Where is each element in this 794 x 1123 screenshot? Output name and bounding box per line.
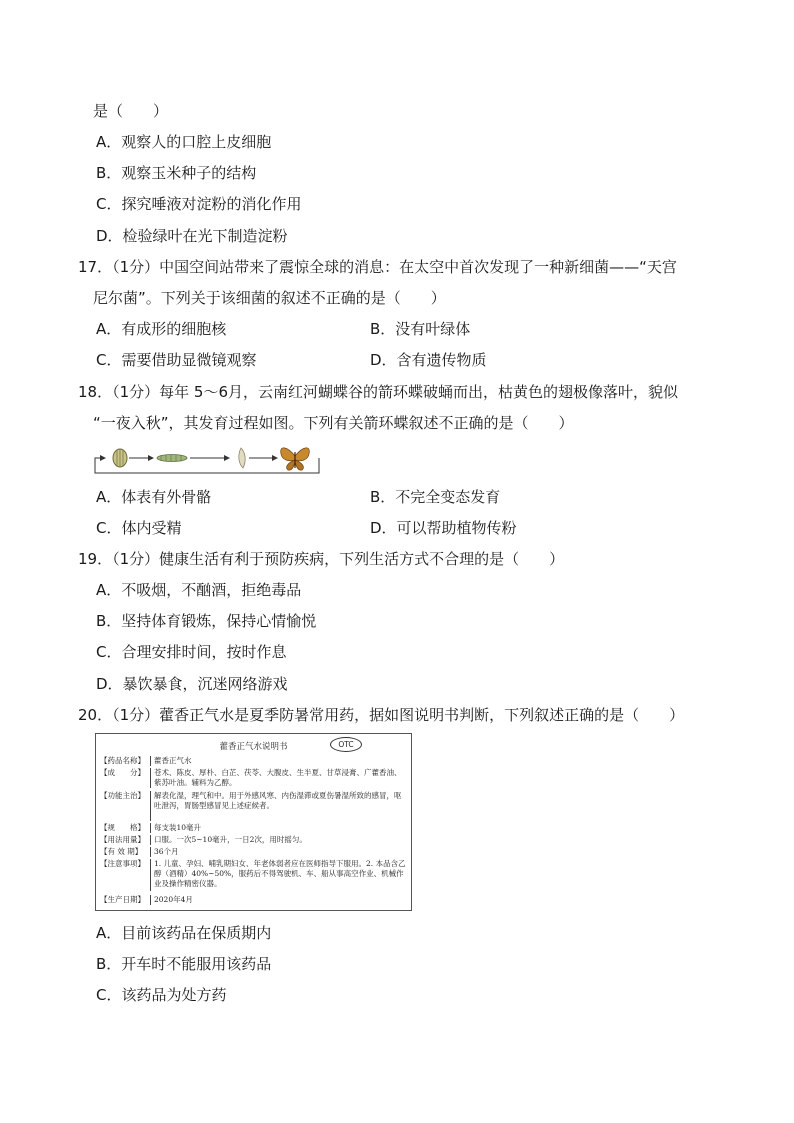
leaflet-row-dosage xyxy=(100,835,407,845)
pupa-icon xyxy=(239,448,245,468)
leaflet-label: 【成 分】 xyxy=(100,768,145,777)
leaflet-value: 36个月 xyxy=(154,847,179,856)
leaflet-value: 1. 儿童、孕妇、哺乳期妇女、年老体弱者应在医师指导下服用。2. 本品含乙醇（酒精）40%~50%，服药后不得驾驶机、车、船从事高空作业、机械作业及操作精密仪器。 xyxy=(154,859,406,888)
leaflet-title: 藿香正气水说明书 xyxy=(219,742,288,752)
q16-stem-tail: 是（ ） xyxy=(93,102,169,120)
medicine-leaflet xyxy=(95,733,412,911)
q17-option-a[interactable]: A．有成形的细胞核 xyxy=(96,320,227,338)
q18-stem-line1: 18．（1分）每年 5～6月，云南红河蝴蝶谷的箭环蝶破蛹而出，枯黄色的翅极像落叶，貌似 xyxy=(78,383,678,401)
q18-option-a[interactable]: A．体表有外骨骼 xyxy=(96,488,212,506)
leaflet-row-spec xyxy=(100,823,407,833)
q19-option-a[interactable]: A．不吸烟，不酗酒，拒绝毒品 xyxy=(96,581,302,599)
leaflet-value: 藿香正气水 xyxy=(154,756,192,765)
q19-option-c[interactable]: C．合理安排时间，按时作息 xyxy=(96,643,287,661)
leaflet-row-expiry xyxy=(100,847,407,857)
leaflet-label: 【注意事项】 xyxy=(100,859,145,868)
q20-stem: 20．（1分）藿香正气水是夏季防暑常用药，据如图说明书判断，下列叙述正确的是（ ） xyxy=(78,706,685,724)
leaflet-value: 解表化湿，理气和中。用于外感风寒、内伤湿滞或夏伤暑湿所致的感冒，呕吐泄泻，胃肠型感冒见上述症候者。 xyxy=(154,791,402,810)
leaflet-row-notes xyxy=(100,859,407,891)
leaflet-label: 【用法用量】 xyxy=(100,835,145,844)
leaflet-value: 口服。一次5~10毫升，一日2次，用时摇匀。 xyxy=(154,835,307,844)
butterfly-icon xyxy=(281,448,310,470)
leaflet-label: 【药品名称】 xyxy=(100,756,145,765)
q18-option-d[interactable]: D．可以帮助植物传粉 xyxy=(370,519,517,537)
q19-option-d[interactable]: D．暴饮暴食，沉迷网络游戏 xyxy=(96,675,288,693)
otc-badge: OTC xyxy=(330,737,362,752)
leaflet-label: 【规 格】 xyxy=(100,823,145,832)
q18-stem-line2: “一夜入秋”，其发育过程如图。下列有关箭环蝶叙述不正确的是（ ） xyxy=(93,414,574,432)
q18-option-c[interactable]: C．体内受精 xyxy=(96,519,182,537)
q17-option-d[interactable]: D．含有遗传物质 xyxy=(370,351,487,369)
q20-option-c[interactable]: C．该药品为处方药 xyxy=(96,986,227,1004)
leaflet-label: 【功能主治】 xyxy=(100,791,145,800)
cycle-return-arrow xyxy=(95,458,319,473)
leaflet-value: 苍术、陈皮、厚朴、白芷、茯苓、大腹皮、生半夏、甘草浸膏、广藿香油、紫苏叶油。辅料为乙醇。 xyxy=(154,768,402,787)
q19-stem: 19．（1分）健康生活有利于预防疾病，下列生活方式不合理的是（ ） xyxy=(78,550,565,568)
butterfly-lifecycle-figure xyxy=(93,440,321,476)
larva-icon xyxy=(157,455,187,462)
q16-option-d[interactable]: D．检验绿叶在光下制造淀粉 xyxy=(96,227,288,245)
q20-option-b[interactable]: B．开车时不能服用该药品 xyxy=(96,955,272,973)
q16-option-c[interactable]: C．探究唾液对淀粉的消化作用 xyxy=(96,195,302,213)
q17-stem-line1: 17．（1分）中国空间站带来了震惊全球的消息：在太空中首次发现了一种新细菌——“天宫 xyxy=(78,258,677,276)
leaflet-value: 2020年4月 xyxy=(154,895,193,904)
q17-option-c[interactable]: C．需要借助显微镜观察 xyxy=(96,351,257,369)
leaflet-row-name xyxy=(100,756,407,766)
q17-option-b[interactable]: B．没有叶绿体 xyxy=(370,320,471,338)
q16-option-a[interactable]: A．观察人的口腔上皮细胞 xyxy=(96,133,272,151)
q17-stem-line2: 尼尔菌”。下列关于该细菌的叙述不正确的是（ ） xyxy=(93,289,446,307)
q18-option-b[interactable]: B．不完全变态发育 xyxy=(370,488,501,506)
q20-option-a[interactable]: A．目前该药品在保质期内 xyxy=(96,924,272,942)
leaflet-value: 每支装10毫升 xyxy=(154,823,202,832)
leaflet-row-ingredients xyxy=(100,768,407,788)
q16-option-b[interactable]: B．观察玉米种子的结构 xyxy=(96,164,257,182)
leaflet-label: 【生产日期】 xyxy=(100,895,145,904)
leaflet-row-indications xyxy=(100,791,407,821)
leaflet-label: 【有 效 期】 xyxy=(100,847,143,856)
leaflet-row-production-date xyxy=(100,895,407,905)
q19-option-b[interactable]: B．坚持体育锻炼，保持心情愉悦 xyxy=(96,612,317,630)
egg-icon xyxy=(113,449,127,467)
